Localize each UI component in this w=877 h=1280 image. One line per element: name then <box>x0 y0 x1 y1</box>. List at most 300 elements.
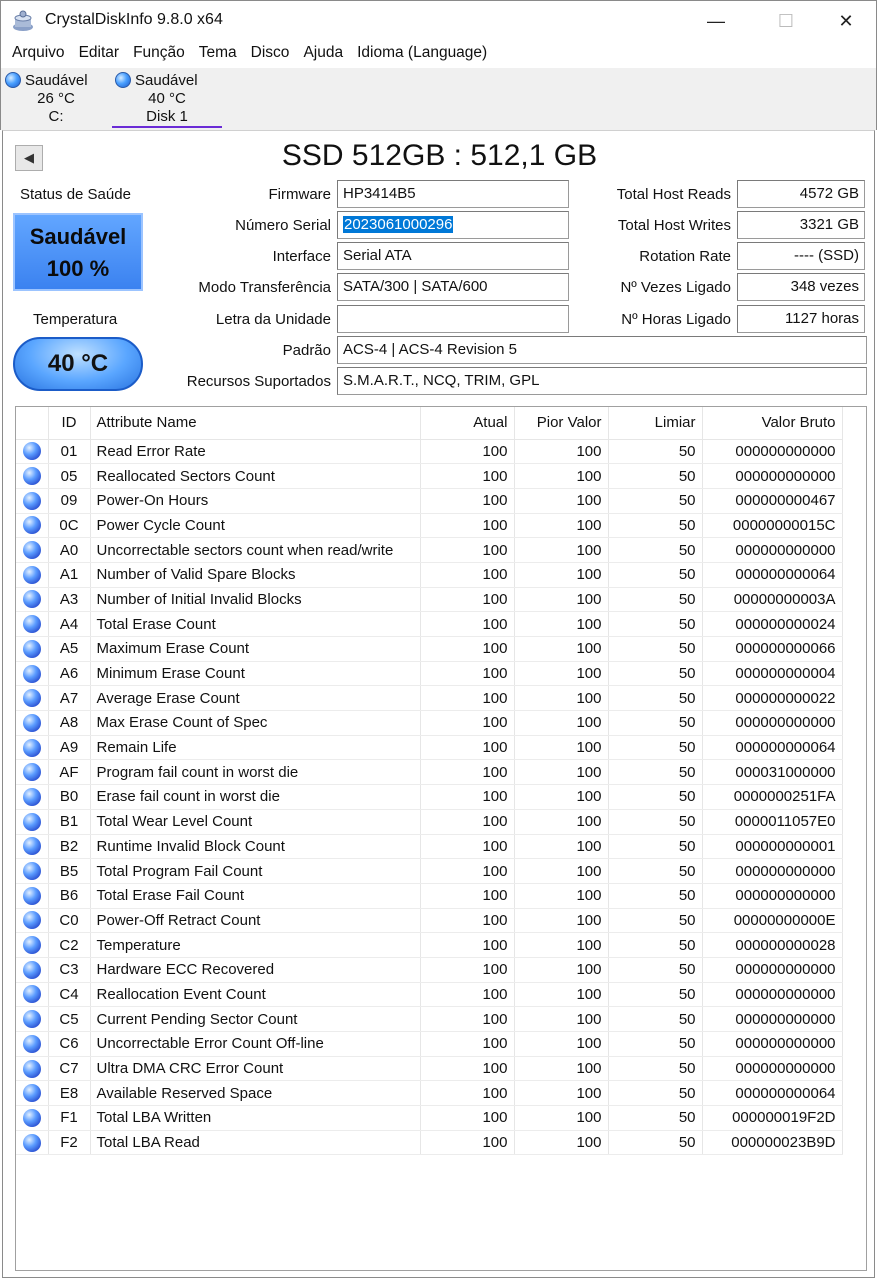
attribute-raw-value: 000000000022 <box>702 686 842 711</box>
menu-bar <box>0 40 877 68</box>
attribute-current: 100 <box>420 711 514 736</box>
attribute-name: Total Program Fail Count <box>90 859 420 884</box>
attribute-name: Power-On Hours <box>90 488 420 513</box>
disk-tab-c[interactable] <box>1 70 111 128</box>
attribute-threshold: 50 <box>608 933 702 958</box>
attribute-raw-value: 00000000003A <box>702 587 842 612</box>
table-row[interactable] <box>16 637 842 662</box>
attribute-threshold: 50 <box>608 859 702 884</box>
attribute-current: 100 <box>420 439 514 464</box>
menu-arquivo[interactable]: Arquivo <box>12 44 65 61</box>
menu-tema[interactable]: Tema <box>198 44 237 61</box>
attribute-raw-value: 000000000000 <box>702 982 842 1007</box>
disk-tab-temp: 40 °C <box>148 90 186 107</box>
standard-label: Padrão <box>282 342 331 359</box>
disk-tab-temp: 26 °C <box>37 90 75 107</box>
attribute-current: 100 <box>420 464 514 489</box>
attribute-threshold: 50 <box>608 785 702 810</box>
attribute-threshold: 50 <box>608 637 702 662</box>
attribute-id: B0 <box>48 785 90 810</box>
column-raw-value[interactable]: Valor Bruto <box>702 407 842 439</box>
column-worst[interactable]: Pior Valor <box>514 407 608 439</box>
table-row[interactable] <box>16 883 842 908</box>
attribute-current: 100 <box>420 834 514 859</box>
attribute-threshold: 50 <box>608 809 702 834</box>
status-cell <box>16 562 48 587</box>
rotation-rate-label: Rotation Rate <box>639 248 731 265</box>
attribute-threshold: 50 <box>608 1056 702 1081</box>
attribute-threshold: 50 <box>608 1130 702 1155</box>
table-row[interactable] <box>16 1032 842 1057</box>
status-ok-icon <box>23 763 41 781</box>
attribute-name: Uncorrectable Error Count Off-line <box>90 1032 420 1057</box>
power-count-label: Nº Vezes Ligado <box>620 279 731 296</box>
disk-tabs <box>0 68 877 130</box>
status-ok-icon <box>23 911 41 929</box>
attribute-raw-value: 000000000000 <box>702 464 842 489</box>
attribute-threshold: 50 <box>608 711 702 736</box>
column-status[interactable] <box>16 407 48 439</box>
attribute-name: Total Erase Count <box>90 612 420 637</box>
attribute-threshold: 50 <box>608 982 702 1007</box>
attribute-name: Read Error Rate <box>90 439 420 464</box>
attribute-name: Max Erase Count of Spec <box>90 711 420 736</box>
attribute-threshold: 50 <box>608 883 702 908</box>
attribute-worst: 100 <box>514 883 608 908</box>
table-row[interactable] <box>16 661 842 686</box>
attribute-id: A3 <box>48 587 90 612</box>
attribute-worst: 100 <box>514 1081 608 1106</box>
attribute-id: A0 <box>48 538 90 563</box>
status-cell <box>16 859 48 884</box>
status-cell <box>16 809 48 834</box>
attribute-threshold: 50 <box>608 834 702 859</box>
features-label: Recursos Suportados <box>186 373 331 390</box>
table-header-row <box>16 407 842 439</box>
host-reads-label: Total Host Reads <box>616 186 731 203</box>
attribute-threshold: 50 <box>608 661 702 686</box>
menu-idioma[interactable]: Idioma (Language) <box>357 44 488 61</box>
attribute-threshold: 50 <box>608 464 702 489</box>
attribute-raw-value: 000000000467 <box>702 488 842 513</box>
attribute-id: A8 <box>48 711 90 736</box>
disk-tab-disk1[interactable] <box>112 70 222 128</box>
attribute-raw-value: 000031000000 <box>702 760 842 785</box>
attribute-worst: 100 <box>514 760 608 785</box>
standard-value: ACS-4 | ACS-4 Revision 5 <box>337 336 867 364</box>
attribute-worst: 100 <box>514 686 608 711</box>
status-ok-icon <box>23 985 41 1003</box>
attribute-current: 100 <box>420 612 514 637</box>
attribute-threshold: 50 <box>608 1007 702 1032</box>
attribute-worst: 100 <box>514 1130 608 1155</box>
attribute-current: 100 <box>420 637 514 662</box>
table-row[interactable] <box>16 760 842 785</box>
attribute-name: Ultra DMA CRC Error Count <box>90 1056 420 1081</box>
attribute-threshold: 50 <box>608 587 702 612</box>
attribute-current: 100 <box>420 859 514 884</box>
attribute-worst: 100 <box>514 439 608 464</box>
health-percent: 100 % <box>46 256 110 281</box>
table-row[interactable] <box>16 933 842 958</box>
interface-value: Serial ATA <box>337 242 569 270</box>
attribute-raw-value: 000000000064 <box>702 1081 842 1106</box>
attribute-raw-value: 000000000000 <box>702 439 842 464</box>
attribute-current: 100 <box>420 661 514 686</box>
status-cell <box>16 908 48 933</box>
attribute-id: B1 <box>48 809 90 834</box>
previous-disk-button[interactable] <box>15 145 43 171</box>
table-row[interactable] <box>16 809 842 834</box>
attribute-raw-value: 000000000000 <box>702 538 842 563</box>
attribute-name: Total LBA Written <box>90 1106 420 1131</box>
status-cell <box>16 1130 48 1155</box>
attribute-id: A6 <box>48 661 90 686</box>
attribute-current: 100 <box>420 908 514 933</box>
table-row[interactable] <box>16 1007 842 1032</box>
attribute-name: Program fail count in worst die <box>90 760 420 785</box>
features-value: S.M.A.R.T., NCQ, TRIM, GPL <box>337 367 867 395</box>
attribute-current: 100 <box>420 587 514 612</box>
attribute-raw-value: 000000000064 <box>702 735 842 760</box>
attribute-threshold: 50 <box>608 686 702 711</box>
status-cell <box>16 538 48 563</box>
status-ok-icon <box>23 467 41 485</box>
status-cell <box>16 933 48 958</box>
attribute-worst: 100 <box>514 908 608 933</box>
attribute-raw-value: 000000000000 <box>702 1056 842 1081</box>
attribute-raw-value: 000000000066 <box>702 637 842 662</box>
status-ok-icon <box>23 689 41 707</box>
status-cell <box>16 982 48 1007</box>
smart-attributes-table[interactable] <box>15 406 867 1271</box>
status-cell <box>16 760 48 785</box>
attribute-name: Minimum Erase Count <box>90 661 420 686</box>
status-cell <box>16 513 48 538</box>
attribute-name: Uncorrectable sectors count when read/write <box>90 538 420 563</box>
attribute-id: 0C <box>48 513 90 538</box>
attribute-id: 01 <box>48 439 90 464</box>
table-body <box>16 439 842 1155</box>
attribute-threshold: 50 <box>608 1106 702 1131</box>
attribute-name: Available Reserved Space <box>90 1081 420 1106</box>
attribute-worst: 100 <box>514 711 608 736</box>
status-ok-icon <box>23 640 41 658</box>
attribute-current: 100 <box>420 1007 514 1032</box>
attribute-name: Erase fail count in worst die <box>90 785 420 810</box>
attribute-raw-value: 0000000251FA <box>702 785 842 810</box>
attribute-id: B2 <box>48 834 90 859</box>
attribute-raw-value: 000000023B9D <box>702 1130 842 1155</box>
attribute-threshold: 50 <box>608 488 702 513</box>
status-cell <box>16 587 48 612</box>
disk-tab-status: Saudável <box>25 72 88 89</box>
attribute-worst: 100 <box>514 464 608 489</box>
attribute-current: 100 <box>420 760 514 785</box>
table-row[interactable] <box>16 686 842 711</box>
health-status-icon <box>5 72 21 88</box>
table-row[interactable] <box>16 612 842 637</box>
drive-title: SSD 512GB : 512,1 GB <box>281 139 598 172</box>
attribute-current: 100 <box>420 1106 514 1131</box>
attribute-threshold: 50 <box>608 735 702 760</box>
attribute-current: 100 <box>420 686 514 711</box>
attribute-current: 100 <box>420 538 514 563</box>
table-row[interactable] <box>16 464 842 489</box>
attribute-worst: 100 <box>514 982 608 1007</box>
attribute-name: Power-Off Retract Count <box>90 908 420 933</box>
attribute-current: 100 <box>420 957 514 982</box>
attribute-name: Runtime Invalid Block Count <box>90 834 420 859</box>
serial-label: Número Serial <box>235 217 331 234</box>
attribute-id: A4 <box>48 612 90 637</box>
attribute-threshold: 50 <box>608 1032 702 1057</box>
attribute-current: 100 <box>420 488 514 513</box>
menu-disco[interactable]: Disco <box>250 44 290 61</box>
temperature-display[interactable]: 40 °C <box>13 337 143 391</box>
attribute-worst: 100 <box>514 1007 608 1032</box>
status-ok-icon <box>23 1109 41 1127</box>
attribute-id: C6 <box>48 1032 90 1057</box>
column-threshold[interactable]: Limiar <box>608 407 702 439</box>
firmware-value: HP3414B5 <box>337 180 569 208</box>
attribute-threshold: 50 <box>608 513 702 538</box>
table-row[interactable] <box>16 1081 842 1106</box>
status-ok-icon <box>23 739 41 757</box>
table-row[interactable] <box>16 834 842 859</box>
status-ok-icon <box>23 492 41 510</box>
attribute-threshold: 50 <box>608 1081 702 1106</box>
attribute-raw-value: 000000000024 <box>702 612 842 637</box>
attribute-current: 100 <box>420 513 514 538</box>
attribute-threshold: 50 <box>608 957 702 982</box>
status-cell <box>16 1007 48 1032</box>
attribute-raw-value: 0000011057E0 <box>702 809 842 834</box>
attribute-id: E8 <box>48 1081 90 1106</box>
attribute-worst: 100 <box>514 612 608 637</box>
attribute-worst: 100 <box>514 735 608 760</box>
minimize-icon: — <box>707 10 725 31</box>
attribute-raw-value: 000000000000 <box>702 1032 842 1057</box>
attribute-id: C0 <box>48 908 90 933</box>
disk-tab-status: Saudável <box>135 72 198 89</box>
close-button[interactable] <box>823 5 869 37</box>
status-cell <box>16 1056 48 1081</box>
table-row[interactable] <box>16 859 842 884</box>
status-cell <box>16 883 48 908</box>
status-ok-icon <box>23 665 41 683</box>
disk-tab-name: Disk 1 <box>146 108 188 125</box>
attribute-id: A1 <box>48 562 90 587</box>
status-cell <box>16 661 48 686</box>
status-ok-icon <box>23 541 41 559</box>
table-row[interactable] <box>16 785 842 810</box>
minimize-button[interactable] <box>693 5 739 37</box>
health-label: Status de Saúde <box>20 186 131 203</box>
attribute-worst: 100 <box>514 562 608 587</box>
attribute-current: 100 <box>420 933 514 958</box>
window-title: CrystalDiskInfo 9.8.0 x64 <box>45 11 223 28</box>
title-bar <box>0 0 877 40</box>
attribute-worst: 100 <box>514 859 608 884</box>
main-panel <box>2 130 875 1278</box>
host-writes-value: 3321 GB <box>737 211 865 239</box>
attribute-raw-value: 000000000000 <box>702 859 842 884</box>
table-row[interactable] <box>16 908 842 933</box>
table-row[interactable] <box>16 1130 842 1155</box>
table-row[interactable] <box>16 982 842 1007</box>
table-row[interactable] <box>16 587 842 612</box>
maximize-button[interactable] <box>763 5 809 37</box>
attribute-id: C5 <box>48 1007 90 1032</box>
attribute-worst: 100 <box>514 1056 608 1081</box>
status-cell <box>16 686 48 711</box>
status-cell <box>16 834 48 859</box>
status-cell <box>16 637 48 662</box>
attribute-raw-value: 000000000004 <box>702 661 842 686</box>
status-cell <box>16 1032 48 1057</box>
transfer-mode-label: Modo Transferência <box>198 279 331 296</box>
attribute-worst: 100 <box>514 1032 608 1057</box>
attribute-current: 100 <box>420 562 514 587</box>
attribute-worst: 100 <box>514 661 608 686</box>
attribute-raw-value: 000000000000 <box>702 711 842 736</box>
attribute-id: AF <box>48 760 90 785</box>
column-attribute-name[interactable]: Attribute Name <box>90 407 420 439</box>
attribute-current: 100 <box>420 785 514 810</box>
attribute-worst: 100 <box>514 834 608 859</box>
status-ok-icon <box>23 615 41 633</box>
attribute-worst: 100 <box>514 785 608 810</box>
attribute-id: C2 <box>48 933 90 958</box>
attribute-name: Number of Initial Invalid Blocks <box>90 587 420 612</box>
table-row[interactable] <box>16 1106 842 1131</box>
attribute-worst: 100 <box>514 637 608 662</box>
temperature-label: Temperatura <box>33 311 118 328</box>
status-ok-icon <box>23 1010 41 1028</box>
menu-funcao[interactable]: Função <box>133 44 185 61</box>
attribute-name: Total Erase Fail Count <box>90 883 420 908</box>
attribute-name: Current Pending Sector Count <box>90 1007 420 1032</box>
power-count-value: 348 vezes <box>737 273 865 301</box>
attribute-worst: 100 <box>514 488 608 513</box>
attribute-name: Hardware ECC Recovered <box>90 957 420 982</box>
attribute-threshold: 50 <box>608 908 702 933</box>
attribute-id: B6 <box>48 883 90 908</box>
arrow-left-icon: ◀ <box>24 150 34 165</box>
attribute-id: F1 <box>48 1106 90 1131</box>
rotation-rate-value: ---- (SSD) <box>737 242 865 270</box>
status-ok-icon <box>23 1060 41 1078</box>
status-ok-icon <box>23 887 41 905</box>
attribute-current: 100 <box>420 1056 514 1081</box>
health-status-text: Saudável <box>29 224 127 249</box>
status-ok-icon <box>23 566 41 584</box>
transfer-mode-value: SATA/300 | SATA/600 <box>337 273 569 301</box>
attribute-worst: 100 <box>514 957 608 982</box>
attribute-id: A7 <box>48 686 90 711</box>
attribute-raw-value: 000000000064 <box>702 562 842 587</box>
table-row[interactable] <box>16 488 842 513</box>
attribute-current: 100 <box>420 809 514 834</box>
table-row[interactable] <box>16 711 842 736</box>
menu-ajuda[interactable]: Ajuda <box>303 44 344 61</box>
drive-letter-value <box>337 305 569 333</box>
attribute-id: A9 <box>48 735 90 760</box>
attribute-current: 100 <box>420 982 514 1007</box>
table-row[interactable] <box>16 513 842 538</box>
attribute-name: Total Wear Level Count <box>90 809 420 834</box>
attribute-threshold: 50 <box>608 439 702 464</box>
attribute-id: C7 <box>48 1056 90 1081</box>
status-cell <box>16 612 48 637</box>
attribute-raw-value: 000000000000 <box>702 883 842 908</box>
attribute-id: B5 <box>48 859 90 884</box>
attribute-raw-value: 00000000015C <box>702 513 842 538</box>
menu-editar[interactable]: Editar <box>78 44 120 61</box>
health-status-button[interactable] <box>13 213 143 291</box>
serial-value[interactable] <box>337 211 569 239</box>
table-row[interactable] <box>16 562 842 587</box>
status-cell <box>16 439 48 464</box>
host-reads-value: 4572 GB <box>737 180 865 208</box>
table-row[interactable] <box>16 957 842 982</box>
status-ok-icon <box>23 590 41 608</box>
disk-tab-name: C: <box>48 108 64 125</box>
status-cell <box>16 1106 48 1131</box>
status-ok-icon <box>23 813 41 831</box>
attribute-id: C3 <box>48 957 90 982</box>
attribute-name: Maximum Erase Count <box>90 637 420 662</box>
maximize-icon: ☐ <box>777 10 795 31</box>
drive-letter-label: Letra da Unidade <box>215 311 331 328</box>
attribute-raw-value: 000000000001 <box>702 834 842 859</box>
column-current[interactable]: Atual <box>420 407 514 439</box>
interface-label: Interface <box>272 248 331 265</box>
status-ok-icon <box>23 862 41 880</box>
status-ok-icon <box>23 1035 41 1053</box>
attribute-raw-value: 000000000000 <box>702 1007 842 1032</box>
attribute-id: 09 <box>48 488 90 513</box>
attribute-id: F2 <box>48 1130 90 1155</box>
status-cell <box>16 785 48 810</box>
firmware-label: Firmware <box>268 186 331 203</box>
attribute-name: Power Cycle Count <box>90 513 420 538</box>
status-cell <box>16 957 48 982</box>
attribute-name: Number of Valid Spare Blocks <box>90 562 420 587</box>
attribute-current: 100 <box>420 735 514 760</box>
attribute-worst: 100 <box>514 933 608 958</box>
status-ok-icon <box>23 837 41 855</box>
table-row[interactable] <box>16 735 842 760</box>
status-ok-icon <box>23 714 41 732</box>
serial-text: 2023061000296 <box>344 216 453 233</box>
table-row[interactable] <box>16 439 842 464</box>
attribute-name: Remain Life <box>90 735 420 760</box>
status-cell <box>16 1081 48 1106</box>
table-row[interactable] <box>16 538 842 563</box>
power-hours-value: 1127 horas <box>737 305 865 333</box>
column-id[interactable]: ID <box>48 407 90 439</box>
attribute-threshold: 50 <box>608 538 702 563</box>
attribute-name: Average Erase Count <box>90 686 420 711</box>
status-cell <box>16 711 48 736</box>
attribute-id: 05 <box>48 464 90 489</box>
status-cell <box>16 488 48 513</box>
status-ok-icon <box>23 1134 41 1152</box>
table-row[interactable] <box>16 1056 842 1081</box>
status-ok-icon <box>23 936 41 954</box>
